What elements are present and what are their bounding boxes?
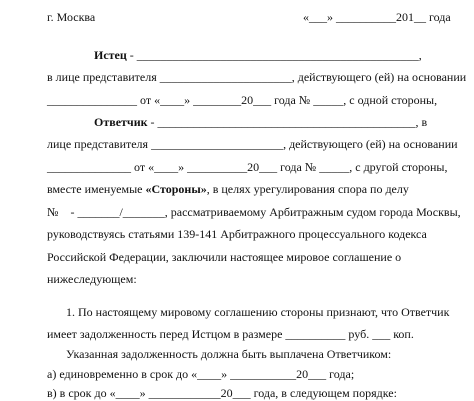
line-representative-2: лице представителя ______________________, действующего (ей) на основании (47, 137, 458, 151)
line-parties: вместе именуемые «Стороны», в целях урегулирования спора по делу (47, 182, 409, 196)
line-basis-2: ______________ от «____» __________20___ года № _____, с другой стороны, (47, 160, 448, 174)
defendant-label: Ответчик (94, 115, 148, 129)
line-articles: руководствуясь статьями 139-141 Арбитражного процессуального кодекса (47, 227, 427, 241)
debt-paid-line: Указанная задолженность должна быть выплачена Ответчиком: (66, 347, 392, 361)
option-b-line: в) в срок до «____» ____________20___ года, в следующем порядке: (47, 386, 397, 400)
parties-term: «Стороны» (145, 182, 207, 196)
line-case-number: № - _______/_______, рассматриваемому Арбитражным судом города Москвы, (47, 205, 461, 219)
doc-city: г. Москва (47, 10, 96, 24)
clause-1-line-2: имеет задолженность перед Истцом в размере __________ руб. ___ коп. (47, 327, 414, 341)
doc-date-line: «___» __________201__ года (303, 10, 451, 24)
line-representative-1: в лице представителя ______________________, действующего (ей) на основании (47, 70, 467, 84)
line-defendant (94, 115, 427, 130)
defendant-fill: - ___________________________________________, в (147, 115, 428, 129)
option-a-line: а) единовременно в срок до «____» ___________20___ года; (47, 367, 355, 381)
line-below: нижеследующем: (47, 272, 137, 286)
clause-1-line-1: 1. По настоящему мировому соглашению стороны признают, что Ответчик (66, 305, 450, 319)
line-plaintiff (94, 48, 422, 63)
plaintiff-fill: - _______________________________________________, (126, 48, 422, 62)
line-federation: Российской Федерации, заключили настоящее мировое соглашение о (47, 250, 402, 264)
plaintiff-label: Истец (94, 48, 127, 62)
line-basis-1: _______________ от «____» ________20___ года № _____, с одной стороны, (47, 93, 438, 107)
